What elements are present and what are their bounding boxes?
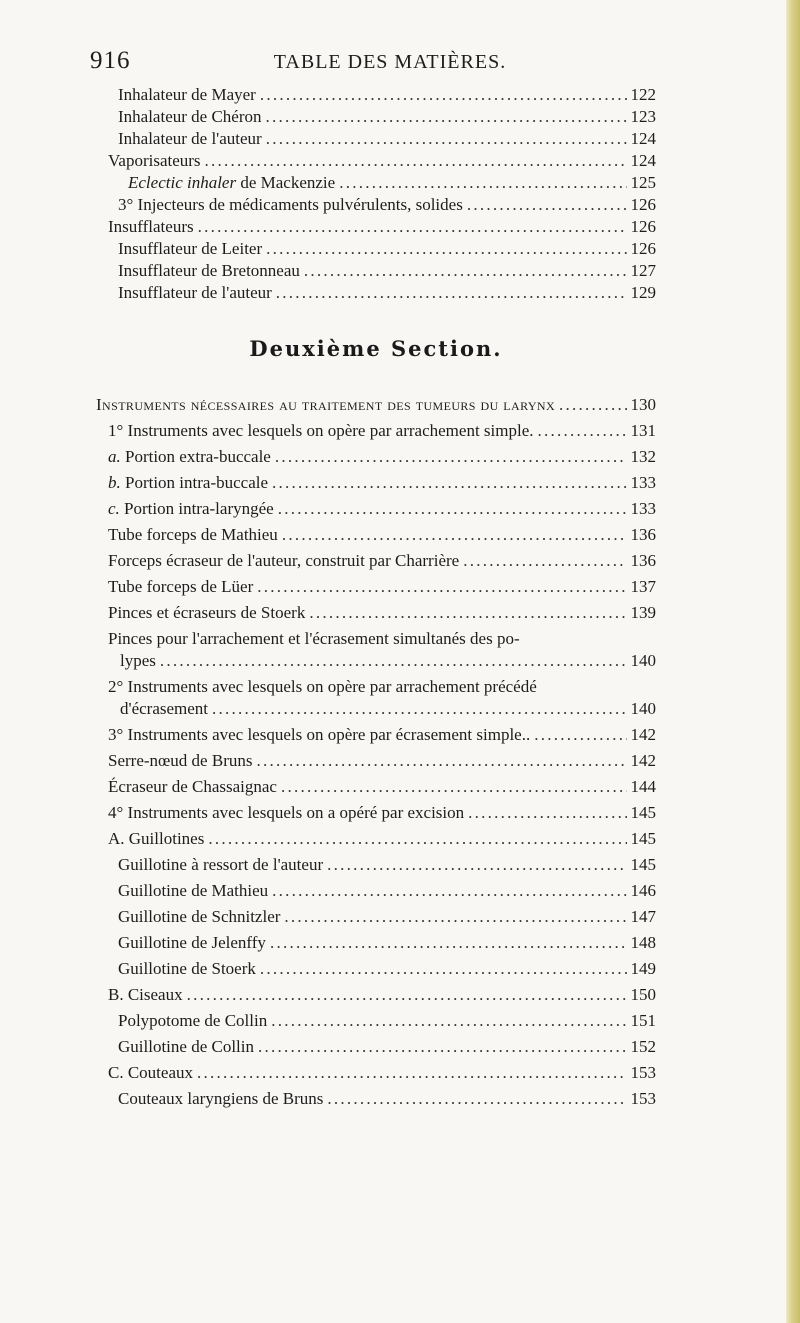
toc-page-ref: 126 — [630, 195, 656, 214]
toc-page-ref: 151 — [630, 1011, 656, 1030]
toc-entry: Instruments nécessaires au traitement des tumeurs du larynx . . . 130 — [96, 394, 656, 416]
toc-page-ref: 129 — [630, 283, 656, 302]
toc-page-ref: 124 — [630, 129, 656, 148]
section-heading: Deuxième Section. — [249, 336, 503, 361]
toc-page-ref: 133 — [630, 499, 656, 518]
toc-entry: 1° Instruments avec lesquels on opère par arrachement simple. . . . 131 — [96, 420, 656, 442]
toc-entry: A. Guillotines . . . 145 — [96, 828, 656, 850]
toc-entry: B. Ciseaux . . . 150 — [96, 984, 656, 1006]
toc-page-ref: 144 — [630, 777, 656, 796]
toc-page-ref: 125 — [630, 173, 656, 192]
toc-page-ref: 142 — [630, 725, 656, 744]
toc-page-ref: 137 — [630, 577, 656, 596]
toc-entry: Pinces et écraseurs de Stoerk . . . 139 — [96, 602, 656, 624]
page-number: 916 — [90, 47, 131, 74]
toc-entry: 3° Injecteurs de médicaments pulvérulents, solides . . . 126 — [96, 194, 656, 216]
toc-page-ref: 124 — [630, 151, 656, 170]
toc-entry: Écraseur de Chassaignac . . . 144 — [96, 776, 656, 798]
toc-page-ref: 139 — [630, 603, 656, 622]
toc-entry: lypes . . . 140 — [96, 650, 656, 672]
running-title: TABLE DES MATIÈRES. — [273, 51, 507, 73]
page-edge — [786, 0, 800, 1323]
toc-page-ref: 122 — [630, 85, 656, 104]
toc-entry: a. Portion extra-buccale . . . 132 — [96, 446, 656, 468]
table-of-contents — [96, 84, 656, 1114]
toc-entry: Inhalateur de l'auteur . . . 124 — [96, 128, 656, 150]
toc-page-ref: 153 — [630, 1089, 656, 1108]
toc-entry: Guillotine de Stoerk . . . 149 — [96, 958, 656, 980]
toc-entry: Couteaux laryngiens de Bruns . . . 153 — [96, 1088, 656, 1110]
toc-page-ref: 153 — [630, 1063, 656, 1082]
toc-page-ref: 130 — [630, 395, 656, 414]
toc-entry-first-line: 2° Instruments avec lesquels on opère par arrachement précédé — [108, 677, 537, 696]
toc-page-ref: 140 — [630, 699, 656, 718]
toc-page-ref: 136 — [630, 525, 656, 544]
toc-entry: Serre-nœud de Bruns . . . 142 — [96, 750, 656, 772]
toc-entry: Guillotine de Mathieu . . . 146 — [96, 880, 656, 902]
toc-entry: Guillotine de Jelenffy . . . 148 — [96, 932, 656, 954]
toc-entry-first-line: Pinces pour l'arrachement et l'écrasement simultanés des po- — [108, 629, 520, 648]
toc-page-ref: 133 — [630, 473, 656, 492]
toc-entry: Vaporisateurs . . . 124 — [96, 150, 656, 172]
toc-entry: c. Portion intra-laryngée . . . 133 — [96, 498, 656, 520]
toc-entry: Inhalateur de Chéron . . . 123 — [96, 106, 656, 128]
toc-entry: Tube forceps de Mathieu . . . 136 — [96, 524, 656, 546]
toc-page-ref: 131 — [630, 421, 656, 440]
toc-page-ref: 145 — [630, 803, 656, 822]
toc-entry: Inhalateur de Mayer . . . 122 — [96, 84, 656, 106]
toc-page-ref: 145 — [630, 855, 656, 874]
toc-page-ref: 140 — [630, 651, 656, 670]
toc-page-ref: 132 — [630, 447, 656, 466]
toc-page-ref: 145 — [630, 829, 656, 848]
toc-page-ref: 146 — [630, 881, 656, 900]
toc-page-ref: 123 — [630, 107, 656, 126]
toc-page-ref: 142 — [630, 751, 656, 770]
toc-entry: 3° Instruments avec lesquels on opère par écrasement simple.. . . . 142 — [96, 724, 656, 746]
toc-entry: Insufflateur de Bretonneau . . . 127 — [96, 260, 656, 282]
toc-entry: Guillotine de Collin . . . 152 — [96, 1036, 656, 1058]
toc-entry: C. Couteaux . . . 153 — [96, 1062, 656, 1084]
toc-page-ref: 148 — [630, 933, 656, 952]
toc-entry: Guillotine à ressort de l'auteur . . . 145 — [96, 854, 656, 876]
toc-entry: b. Portion intra-buccale . . . 133 — [96, 472, 656, 494]
toc-page-ref: 136 — [630, 551, 656, 570]
toc-entry: Forceps écraseur de l'auteur, construit par Charrière . . . 136 — [96, 550, 656, 572]
toc-page-ref: 152 — [630, 1037, 656, 1056]
toc-page-ref: 147 — [630, 907, 656, 926]
toc-page-ref: 149 — [630, 959, 656, 978]
toc-entry: 4° Instruments avec lesquels on a opéré par excision . . . 145 — [96, 802, 656, 824]
toc-entry: Insufflateurs . . . 126 — [96, 216, 656, 238]
toc-page-ref: 150 — [630, 985, 656, 1004]
toc-entry: d'écrasement . . . 140 — [96, 698, 656, 720]
toc-entry: Polypotome de Collin . . . 151 — [96, 1010, 656, 1032]
toc-page-ref: 127 — [630, 261, 656, 280]
toc-entry: Guillotine de Schnitzler . . . 147 — [96, 906, 656, 928]
toc-entry: Insufflateur de l'auteur . . . 129 — [96, 282, 656, 304]
toc-entry: Insufflateur de Leiter . . . 126 — [96, 238, 656, 260]
toc-entry: Eclectic inhaler de Mackenzie . . . 125 — [96, 172, 656, 194]
toc-page-ref: 126 — [630, 217, 656, 236]
toc-entry: Tube forceps de Lüer . . . 137 — [96, 576, 656, 598]
toc-page-ref: 126 — [630, 239, 656, 258]
